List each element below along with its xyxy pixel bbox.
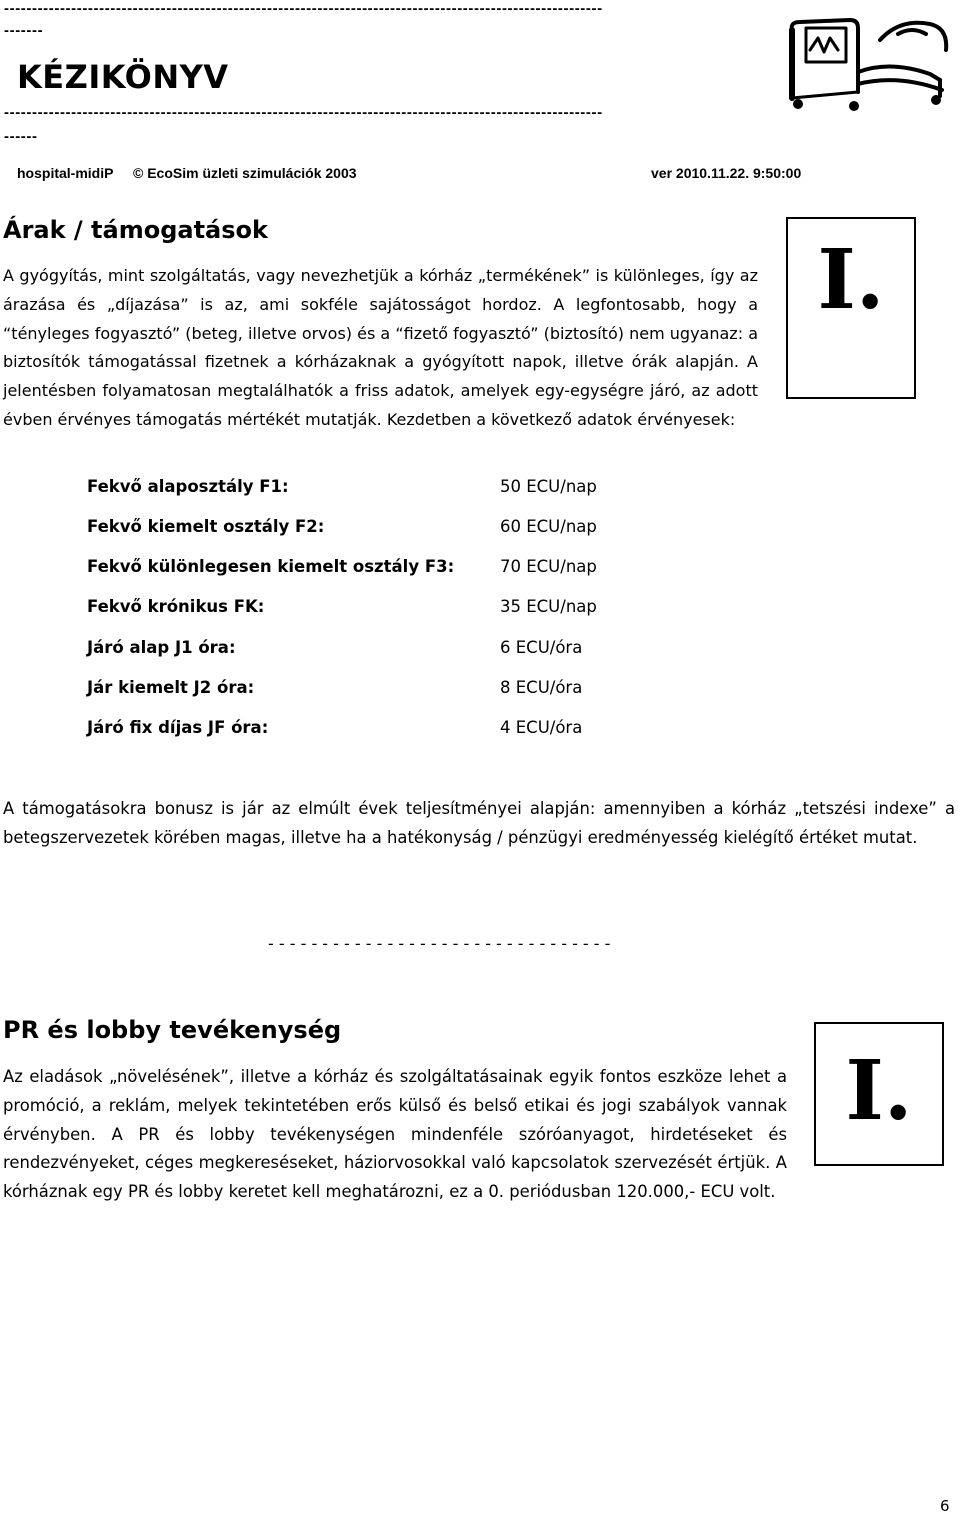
- rate-label-f3: Fekvő különlegesen kiemelt osztály F3:: [87, 557, 455, 576]
- rate-label-fk: Fekvő krónikus FK:: [87, 597, 265, 616]
- rate-label-jf: Járó fix díjas JF óra:: [87, 718, 269, 737]
- product-name: hospital-midiP: [17, 165, 114, 181]
- section-heading-prices: Árak / támogatások: [3, 216, 268, 244]
- pr-lobby-paragraph: Az eladások „növelésének”, illetve a kórház és szolgáltatásainak egyik fontos eszköze lehet a promóció, a reklám, melyek tekintetében erős külső és belső etikai és jogi szabályok vannak érvényben. A PR és lobby tevékenységen mindenféle szóróanyagot, hirdetéseket és rendezvényeket, céges megkereséseket, háziorvosokkal való kapcsolatok szervezését értjük. A kórháznak egy PR és lobby keretet kell meghatározni, ez a 0. periódusban 120.000,- ECU volt.: [3, 1067, 787, 1202]
- page-number: 6: [940, 1497, 950, 1515]
- copyright-notice: © EcoSim üzleti szimulációk 2003: [133, 165, 357, 181]
- section-heading-pr-lobby: PR és lobby tevékenység: [3, 1016, 342, 1044]
- rate-label-j2: Jár kiemelt J2 óra:: [87, 678, 255, 697]
- header-dash-rule-bottom-cont: ------: [4, 128, 38, 145]
- rate-value-f3: 70 ECU/nap: [500, 557, 597, 576]
- chapter-mark-pr: I.: [845, 1043, 913, 1139]
- rate-label-f1: Fekvő alaposztály F1:: [87, 477, 289, 496]
- rate-label-f2: Fekvő kiemelt osztály F2:: [87, 517, 325, 536]
- bonus-paragraph: A támogatásokra bonusz is jár az elmúlt évek teljesítményei alapján: amennyiben a kórház „tetszési indexe” a betegszervezetek körében magas, illetve ha a hatékonyság / pénzügyi eredményesség kielégítő értéket mutat.: [3, 799, 955, 847]
- rate-label-j1: Járó alap J1 óra:: [87, 638, 236, 657]
- rate-value-j1: 6 ECU/óra: [500, 638, 583, 657]
- hospital-bed-logo: [780, 0, 950, 120]
- chapter-mark-box: [786, 217, 916, 399]
- rate-value-f1: 50 ECU/nap: [500, 477, 597, 496]
- rate-value-j2: 8 ECU/óra: [500, 678, 583, 697]
- header-dash-rule-bottom: -----------------------------------------------------------------------------------------------------------: [4, 104, 603, 121]
- section-divider: - - - - - - - - - - - - - - - - - - - - - - - - - - - - - - - -: [268, 934, 611, 953]
- header-dash-rule-top-cont: -------: [4, 22, 44, 39]
- rate-value-f2: 60 ECU/nap: [500, 517, 597, 536]
- rate-value-fk: 35 ECU/nap: [500, 597, 597, 616]
- header-dash-rule-top: -----------------------------------------------------------------------------------------------------------: [4, 0, 603, 17]
- version-stamp: ver 2010.11.22. 9:50:00: [651, 165, 802, 181]
- prices-intro-paragraph: A gyógyítás, mint szolgáltatás, vagy nevezhetjük a kórház „termékének” is különleges, így az árazása és „díjazása” is az, ami sokféle sajátosságot hordoz. A legfontosabb, hogy a “tényleges fogyasztó” (beteg, illetve orvos) és a “fizető fogyasztó” (biztosító) nem ugyanaz: a biztosítók támogatással fizetnek a kórházaknak a gyógyított napok, illetve órák alapján. A jelentésben folyamatosan megtalálhatók a friss adatok, amelyek egy-egységre járó, az adott évben érvényes támogatás mértékét mutatják. Kezdetben a következő adatok érvényesek:: [3, 266, 758, 429]
- document-title: KÉZIKÖNYV: [17, 58, 229, 96]
- chapter-mark-box-pr: [814, 1022, 944, 1166]
- rate-value-jf: 4 ECU/óra: [500, 718, 583, 737]
- chapter-mark: I.: [817, 232, 885, 328]
